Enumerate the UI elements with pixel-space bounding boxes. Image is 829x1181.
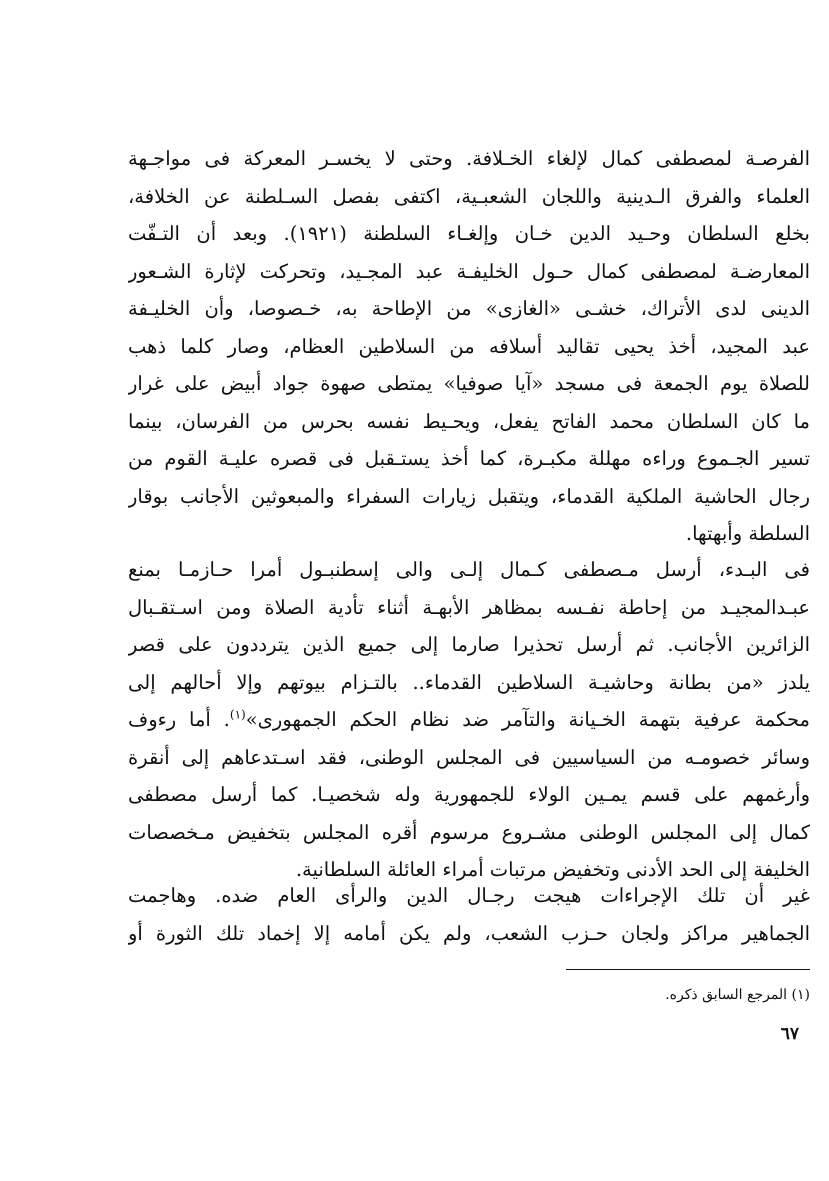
text-line: غير أن تلك الإجراءات هيجت رجـال الدين والرأى العام ضده. وهاجمت <box>128 884 810 907</box>
text-line: رجال الحاشية الملكية القدماء، ويتقبل زيارات السفراء والمبعوثين الأجانب بوقار <box>128 484 810 508</box>
text-line: كمال إلى المجلس الوطنى مشـروع مرسوم أقره المجلس بتخفيض مـخصصات <box>128 820 810 844</box>
footnote-marker: (١) <box>229 707 246 722</box>
text-line: للصلاة يوم الجمعة فى مسجد «آيا صوفيا» يمتطى صهوة جواد أبيض على غرار <box>128 372 810 395</box>
text-line: وسائر خصومـه من السياسيين فى المجلس الوطنى، فقد اسـتدعاهم إلى أنقرة <box>128 745 810 769</box>
text-line-with-footnote <box>128 701 810 739</box>
text-line: عبـدالمجيـد من إحاطة نفـسه بمظاهر الأبهـة أثناء تأدية الصلاة ومن اسـتقـبال <box>128 595 810 619</box>
text-line: السلطة وأبهتها. <box>685 522 810 545</box>
text-line: تسير الجـموع وراءه مهللة مكبـرة، كما أخذ يستـقبل فى قصره عليـة القوم من <box>128 447 810 470</box>
text-line: الزائرين الأجانب. ثم أرسل تحذيرا صارما إلى جميع الذين يترددون على قصر <box>128 633 810 656</box>
paragraph-2 <box>128 551 810 889</box>
text-line: الخليفة إلى الحد الأدنى وتخفيض مرتبات أمراء العائلة السلطانية. <box>295 858 810 881</box>
text-line: الفرصـة لمصطفى كمال لإلغاء الخـلافة. وحتى لا يخسـر المعركة فى مواجـهة <box>128 147 810 170</box>
paragraph-1 <box>128 140 810 553</box>
paragraph-3 <box>128 877 810 952</box>
text-line: فى البـدء، أرسل مـصطفى كـمال إلـى والى إسطنبـول أمرا حـازمـا بمنع <box>128 558 810 581</box>
quoted-text: محكمة عرفية بتهمة الخـيانة والتآمر ضد نظام الحكم الجمهورى» <box>245 708 810 731</box>
page-number: ٦٧ <box>780 1024 799 1044</box>
text-line: الجماهير مراكز ولجان حـزب الشعب، ولم يكن أمامه إلا إخماد تلك الثورة أو <box>128 921 810 945</box>
text-line: وأرغمهم على قسم يمـين الولاء للجمهورية وله شخصيـا. كما أرسل مصطفى <box>128 783 810 806</box>
text-line: ما كان السلطان محمد الفاتح يفعل، ويحـيط نفسه بحرس من الفرسان، بينما <box>128 409 810 433</box>
text-line: بخلع السلطان وحـيد الدين خـان وإلغـاء السلطنة (١٩٢١). وبعد أن التـفّت <box>128 222 810 245</box>
footnote-divider <box>566 969 810 970</box>
text-line: العلماء والفرق الـدينية واللجان الشعبـية، اكتفى بفصل السـلطنة عن الخلافة، <box>128 184 810 208</box>
footnote: (١) المرجع السابق ذكره. <box>665 987 810 1003</box>
text-continuation: . أما رءوف <box>128 708 230 731</box>
text-line: يلدز «من بطانة وحاشيـة السلاطين القدماء.. بالتـزام بيوتهم وإلا أحالهم إلى <box>128 670 810 694</box>
text-line: عبد المجيد، أخذ يحيى تقاليد أسلافه من السلاطين العظام، وصار كلما ذهب <box>128 334 810 358</box>
text-line: الدينى لدى الأتراك، خشـى «الغازى» من الإطاحة به، خـصوصا، وأن الخليـفة <box>128 297 810 320</box>
text-line: المعارضـة لمصطفى كمال حـول الخليفـة عبد المجـيد، وتحركت لإثارة الشـعور <box>128 259 810 283</box>
